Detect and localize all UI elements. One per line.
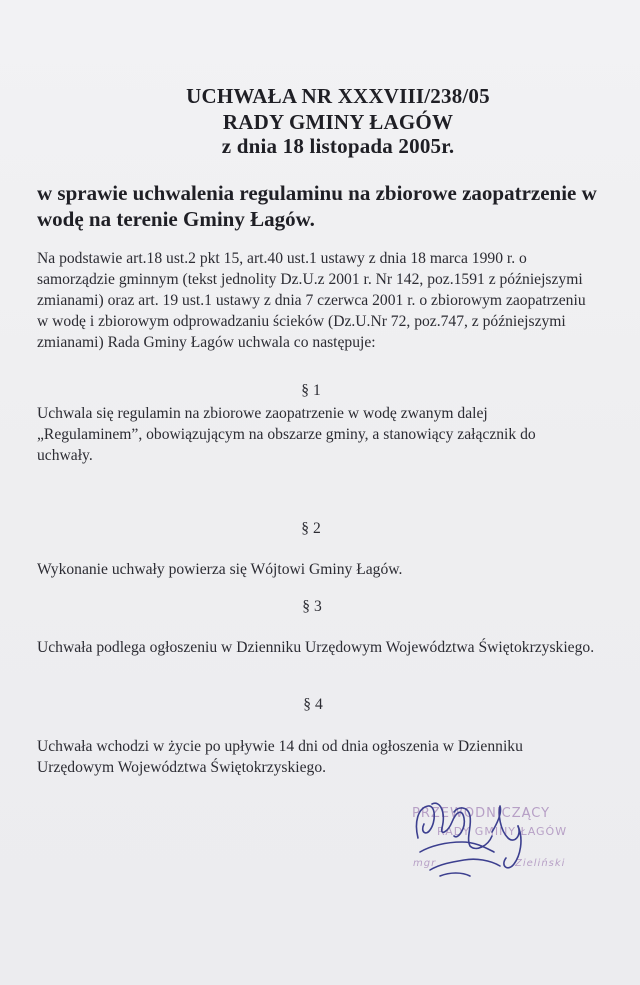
stamp-title: PRZEWODNICZĄCY — [412, 806, 551, 821]
stamp-name: Zieliński — [515, 858, 566, 869]
section-4-text: Uchwała wchodzi w życie po upływie 14 dni od dnia ogłoszenia w Dzienniku Urzędowym Województwa Świętokrzyskiego. — [37, 738, 523, 776]
section-1-heading: § 1 — [301, 382, 321, 399]
section-4-heading: § 4 — [303, 696, 323, 713]
section-3-heading: § 3 — [302, 598, 322, 615]
section-3-text: Uchwała podlega ogłoszeniu w Dzienniku Urzędowym Województwa Świętokrzyskiego. — [37, 639, 595, 656]
section-2-heading: § 2 — [301, 520, 321, 537]
legal-basis-paragraph: Na podstawie art.18 ust.2 pkt 15, art.40 ust.1 ustawy z dnia 18 marca 1990 r. o samorządzie gminnym (tekst jednolity Dz.U.z 2001 r. Nr 142, poz.1591 z późniejszymi zmianami) oraz art. 19 ust.1 ustawy z dnia 7 czerwca 2001 r. o zbiorowym zaopatrzeniu w wodę i zbiorowym odprowadzaniu ścieków (Dz.U.Nr 72, poz.747, z późniejszymi zmianami) Rada Gminy Łagów uchwala co następuje: — [37, 250, 586, 351]
council-name: RADY GMINY ŁAGÓW — [222, 110, 454, 134]
section-1-text: Uchwala się regulamin na zbiorowe zaopatrzenie w wodę zwanym dalej „Regulaminem”, obowiązującym na obszarze gminy, a stanowiący załącznik do uchwały. — [37, 405, 536, 464]
stamp-prefix: mgr — [413, 858, 437, 869]
section-2-text: Wykonanie uchwały powierza się Wójtowi Gminy Łagów. — [37, 561, 403, 578]
stamp-council: RADY GMINY ŁAGÓW — [437, 825, 568, 838]
resolution-date: z dnia 18 listopada 2005r. — [221, 134, 455, 158]
resolution-number: UCHWAŁA NR XXXVIII/238/05 — [186, 84, 490, 108]
resolution-subject: w sprawie uchwalenia regulaminu na zbiorowe zaopatrzenie w wodę na terenie Gminy Łagów. — [37, 181, 597, 231]
